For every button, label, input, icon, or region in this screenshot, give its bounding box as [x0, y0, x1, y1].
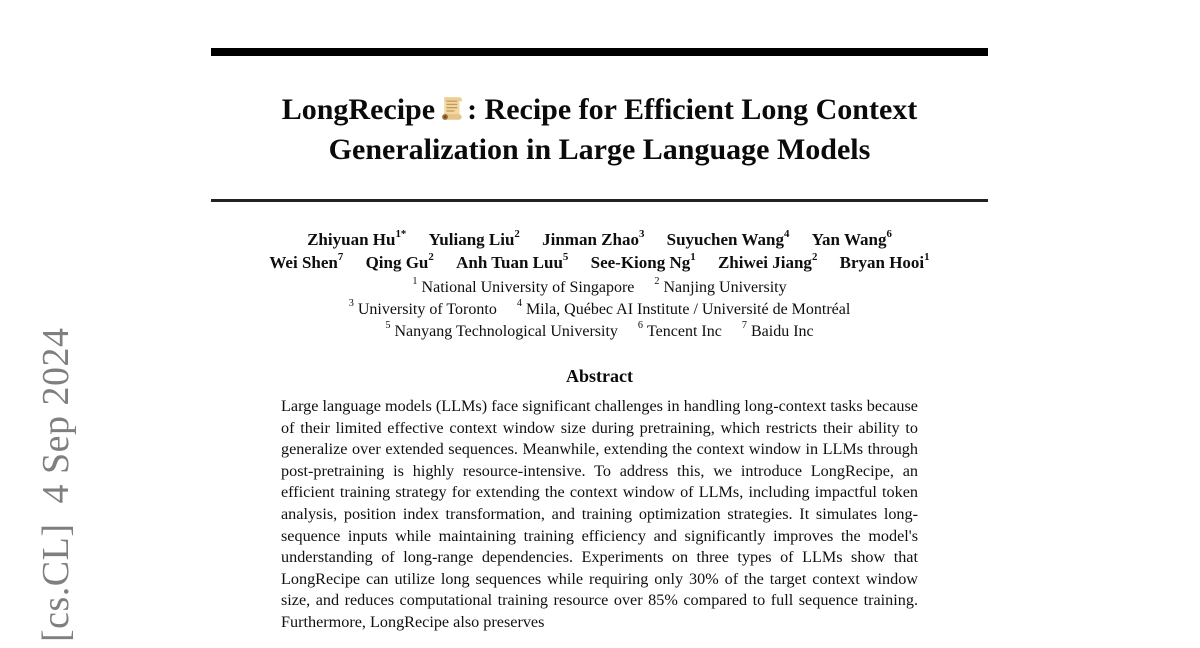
author-name: Qing Gu	[365, 253, 429, 272]
paper-page	[211, 0, 988, 634]
affiliation-superscript: 3	[348, 298, 354, 310]
separator-rule	[211, 199, 988, 202]
top-rule	[211, 48, 988, 56]
author-name: Yan Wang	[811, 230, 887, 249]
author-superscript: 1*	[395, 227, 407, 240]
author-superscript: 6	[886, 227, 892, 240]
authors-row-2	[211, 251, 988, 274]
affiliation-name: Nanyang Technological University	[394, 323, 618, 340]
author-name: Bryan Hooi	[839, 253, 925, 272]
affiliation-name: Tencent Inc	[647, 323, 722, 340]
author-name: See-Kiong Ng	[590, 253, 691, 272]
affiliation	[349, 299, 497, 321]
authors-block	[211, 228, 988, 274]
author-name: Zhiyuan Hu	[307, 230, 396, 249]
affiliations-row-1	[211, 277, 988, 299]
author	[718, 251, 817, 274]
title-line-2: Generalization in Large Language Models	[328, 133, 871, 166]
affiliation-name: Nanjing University	[663, 279, 787, 296]
affiliation	[385, 321, 618, 343]
author	[269, 251, 343, 274]
affiliation	[638, 321, 722, 343]
affiliation-name: Baidu Inc	[750, 323, 814, 340]
author-superscript: 1	[924, 250, 930, 263]
title-line-1	[211, 90, 988, 130]
author	[591, 251, 696, 274]
affiliation	[742, 321, 814, 343]
authors-row-1	[211, 228, 988, 251]
paper-title	[211, 90, 988, 170]
affiliations-block	[211, 277, 988, 343]
title-text-before-icon: LongRecipe	[281, 93, 436, 126]
affiliation-name: Mila, Québec AI Institute / Université de Montréal	[525, 301, 851, 318]
affiliation-superscript: 6	[637, 320, 644, 332]
author-superscript: 2	[428, 250, 434, 263]
author-name: Jinman Zhao	[542, 230, 639, 249]
affiliation-superscript: 5	[385, 320, 391, 332]
author-superscript: 4	[783, 227, 790, 240]
abstract-text: Large language models (LLMs) face significant challenges in handling long-context tasks because of their limited effective context window size during pretraining, which restricts their ability to generalize over extended sequences. Meanwhile, extending the context window in LLMs through post-pretraining is highly resource-intensive. To address this, we introduce LongRecipe, an efficient training strategy for extending the context window of LLMs, including impactful token analysis, position index transformation, and training optimization strategies. It simulates long-sequence inputs while maintaining training efficiency and significantly improves the model's understanding of long-range dependencies. Experiments on three types of LLMs show that LongRecipe can utilize long sequences while requiring only 30% of the target context window size, and reduces computational training resource over 85% compared to full sequence training. Furthermore, LongRecipe also preserves	[281, 397, 918, 631]
affiliation-superscript: 2	[654, 276, 660, 288]
scroll-icon	[437, 94, 466, 123]
affiliation-name: University of Toronto	[357, 301, 497, 318]
author-name: Zhiwei Jiang	[717, 253, 812, 272]
affiliation-superscript: 1	[412, 276, 418, 288]
affiliations-row-2	[211, 299, 988, 321]
author	[366, 251, 434, 274]
affiliation	[654, 277, 786, 299]
author-name: Wei Shen	[269, 253, 338, 272]
author	[429, 228, 520, 251]
author-superscript: 2	[514, 227, 520, 240]
affiliations-row-3	[211, 321, 988, 343]
author	[307, 228, 406, 251]
author	[456, 251, 568, 274]
abstract-heading: Abstract	[566, 366, 633, 386]
affiliation-superscript: 4	[516, 298, 522, 310]
author	[542, 228, 644, 251]
author-superscript: 2	[811, 250, 818, 263]
affiliation	[412, 277, 634, 299]
author-name: Anh Tuan Luu	[456, 253, 563, 272]
affiliation-superscript: 7	[741, 320, 747, 332]
author	[812, 228, 892, 251]
title-text-after-icon: : Recipe for Efficient Long Context	[467, 93, 918, 126]
author-superscript: 5	[562, 250, 569, 263]
author	[667, 228, 790, 251]
author-superscript: 1	[690, 250, 696, 263]
author-name: Yuliang Liu	[428, 230, 515, 249]
author-superscript: 7	[337, 250, 344, 263]
author	[840, 251, 930, 274]
arxiv-category-stamp: [cs.CL] 4 Sep 2024	[35, 327, 77, 642]
author-name: Suyuchen Wang	[666, 230, 784, 249]
affiliation-name: National University of Singapore	[421, 279, 635, 296]
author-superscript: 3	[638, 227, 645, 240]
affiliation	[517, 299, 850, 321]
